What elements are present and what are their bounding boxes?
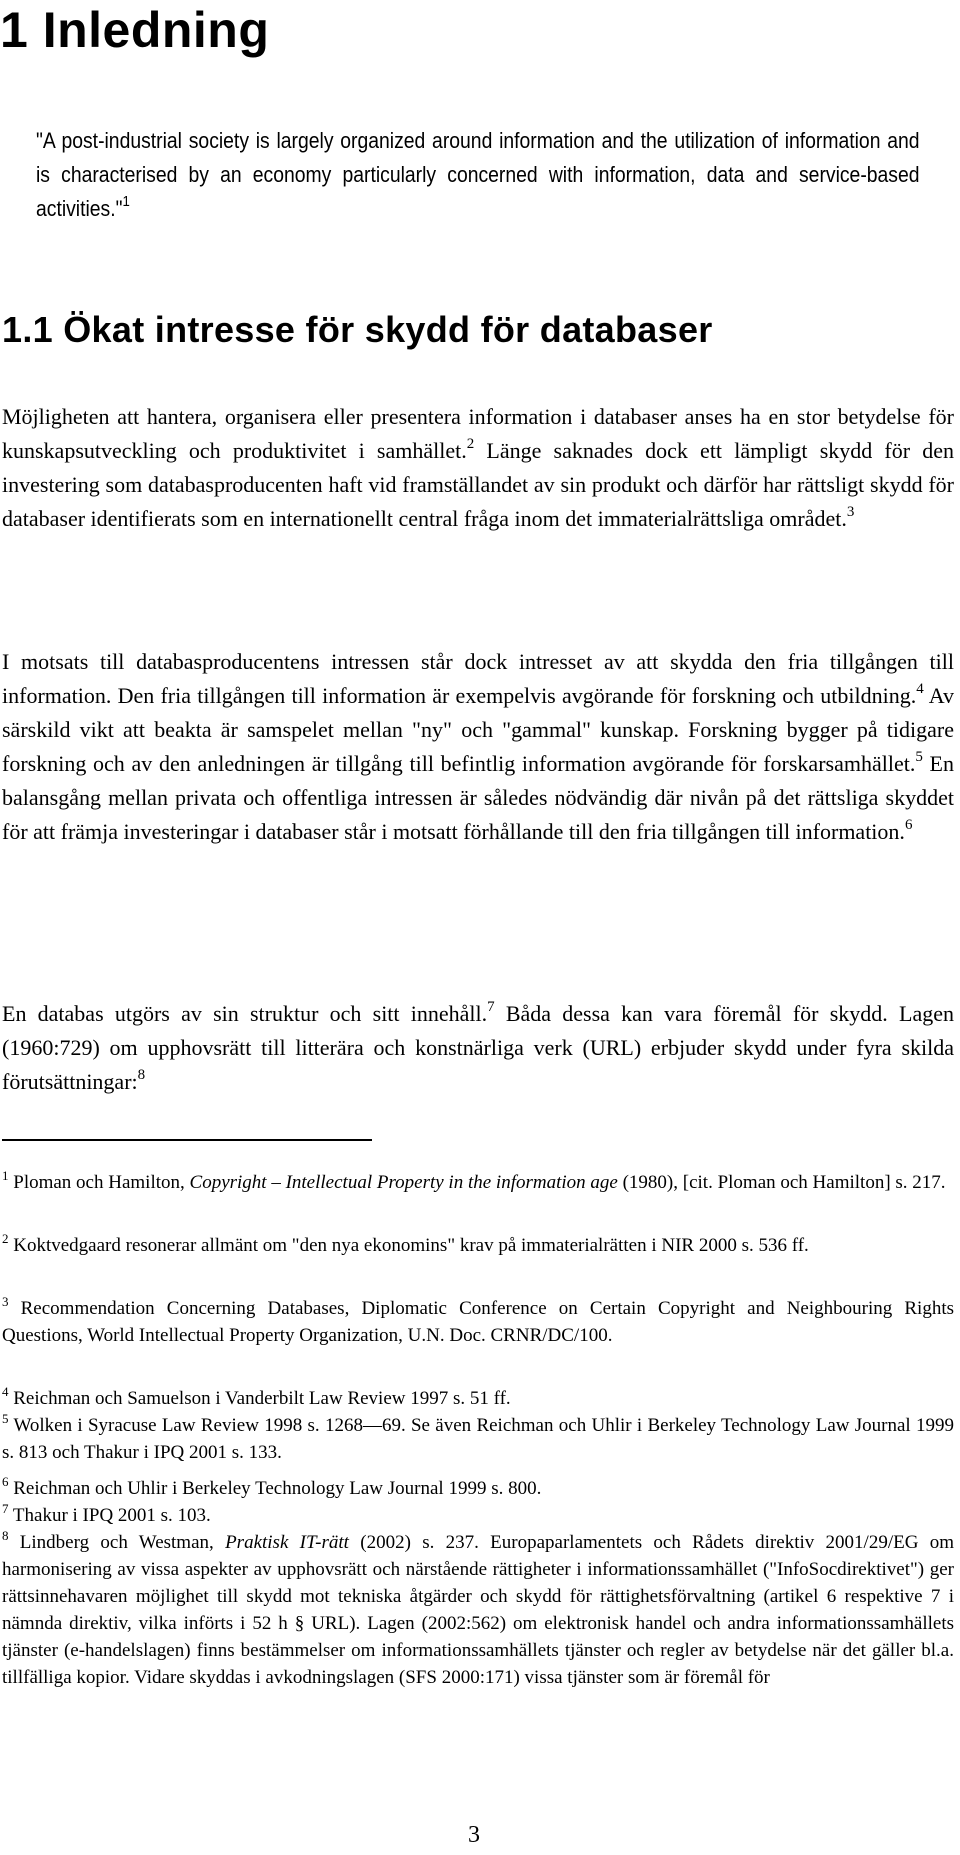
footnote-text: (2002) s. 237. Europaparlamentets och Rådets direktiv 2001/29/EG om harmonisering av vissa aspekter av upphovsrätt och närstående rättigheter i informationssamhället ("InfoSocdirektivet") ger rättsinnehavaren möjlighet till skydd mot tekniska åtgärder och skydd för rättighetsförvaltning (artikel 6 respektive 7 i nämnda direktiv, vilka införts i 52 h § URL). Lagen (2002:562) om elektronisk handel och andra informationssamhällets tjänster (e-handelslagen) finns bestämmelser om informationssamhällets tjänster och regler av betydelse när det gäller bl.a. tillfälliga kopior. Vidare skyddas i avkodningslagen (SFS 2000:171) vissa tjänster som är föremål för bbox=[2, 1532, 955, 1688]
footnote bbox=[2, 1385, 954, 1412]
epigraph-quote bbox=[36, 124, 920, 226]
paragraph bbox=[2, 997, 954, 1099]
chapter-title: 1 Inledning bbox=[0, 2, 270, 58]
quote-text: "A post-industrial society is largely organized around information and the utilization of information and is characterised by an economy particularly concerned with information, data and service-based activities." bbox=[36, 128, 920, 221]
footnote-text: Recommendation Concerning Databases, Diplomatic Conference on Certain Copyright and Neighbouring Rights Questions, World Intellectual Property Organization, U.N. Doc. CRNR/DC/100. bbox=[2, 1298, 954, 1346]
footnote-title: Praktisk IT-rätt bbox=[225, 1532, 349, 1553]
paragraph-text: En balansgång mellan privata och offentliga intressen är således nödvändig där nivån på det rättsliga skyddet för att främja investeringar i databaser står i motsatt förhållande till den fria tillgången till information. bbox=[2, 751, 954, 844]
paragraph-text: Båda dessa kan vara föremål för skydd. Lagen (1960:729) om upphovsrätt till litterära och konstnärliga verk (URL) erbjuder skydd under fyra skilda förutsättningar: bbox=[2, 1001, 954, 1094]
footnote-number: 6 bbox=[2, 1473, 9, 1489]
footnote-ref[interactable]: 2 bbox=[466, 435, 475, 452]
paragraph-text: Av särskild vikt att beakta är samspelet mellan "ny" och "gammal" kunskap. Forskning bygger på tidigare forskning och av den anledningen är tillgång till befintlig information avgörande för forskarsamhället. bbox=[2, 683, 955, 776]
page-number: 3 bbox=[468, 1822, 480, 1848]
paragraph-text: Länge saknades dock ett lämpligt skydd för den investering som databasproducenten haft vid framställandet av sin produkt och därför har rättsligt skydd för databaser identifierats som en internationellt central fråga inom det immaterialrättsliga området. bbox=[2, 438, 954, 531]
footnote-number: 2 bbox=[2, 1230, 9, 1246]
footnote-ref[interactable]: 1 bbox=[122, 192, 130, 210]
paragraph bbox=[2, 645, 954, 849]
footnote-number: 8 bbox=[2, 1527, 9, 1543]
footnote-text: Reichman och Samuelson i Vanderbilt Law Review 1997 s. 51 ff. bbox=[8, 1388, 511, 1409]
footnote bbox=[2, 1502, 954, 1529]
footnote-number: 7 bbox=[2, 1500, 9, 1516]
footnote bbox=[2, 1412, 954, 1466]
footnote-ref[interactable]: 4 bbox=[916, 680, 924, 697]
footnote-divider bbox=[2, 1139, 372, 1141]
footnote-text: Thakur i IPQ 2001 s. 103. bbox=[8, 1505, 211, 1526]
paragraph-text: I motsats till databasproducentens intressen står dock intresset av att skydda den fria tillgången till information. Den fria tillgången till information är exempelvis avgörande för forskning och utbildning. bbox=[2, 649, 954, 708]
footnote-ref[interactable]: 8 bbox=[137, 1066, 146, 1083]
footnote bbox=[2, 1232, 954, 1259]
footnote bbox=[2, 1169, 954, 1196]
footnote-ref[interactable]: 5 bbox=[915, 748, 923, 765]
footnote-ref[interactable]: 7 bbox=[487, 998, 495, 1015]
footnote-number: 1 bbox=[2, 1167, 9, 1183]
footnote-number: 5 bbox=[2, 1410, 9, 1426]
paragraph-text: En databas utgörs av sin struktur och sitt innehåll. bbox=[2, 1001, 488, 1026]
footnote-text: Reichman och Uhlir i Berkeley Technology Law Journal 1999 s. 800. bbox=[8, 1478, 542, 1499]
footnote-text: Koktvedgaard resonerar allmänt om "den nya ekonomins" krav på immaterialrätten i NIR 2000 s. 536 ff. bbox=[8, 1235, 809, 1256]
footnote bbox=[2, 1529, 954, 1691]
paragraph-text: Möjligheten att hantera, organisera eller presentera information i databaser anses ha en stor betydelse för kunskapsutveckling och produktivitet i samhället. bbox=[2, 404, 954, 463]
footnote-text: (1980), [cit. Ploman och Hamilton] s. 217. bbox=[617, 1172, 946, 1193]
footnote-text: Ploman och Hamilton, bbox=[8, 1172, 190, 1193]
footnote-number: 4 bbox=[2, 1383, 9, 1399]
section-title: 1.1 Ökat intresse för skydd för databaser bbox=[2, 309, 713, 350]
paragraph bbox=[2, 400, 954, 536]
footnote-ref[interactable]: 6 bbox=[904, 816, 913, 833]
footnote-text: Lindberg och Westman, bbox=[8, 1532, 226, 1553]
footnote-text: Wolken i Syracuse Law Review 1998 s. 1268—69. Se även Reichman och Uhlir i Berkeley Technology Law Journal 1999 s. 813 och Thakur i IPQ 2001 s. 133. bbox=[2, 1415, 954, 1463]
footnote bbox=[2, 1475, 954, 1502]
footnote-title: Copyright – Intellectual Property in the information age bbox=[189, 1172, 618, 1193]
footnote-ref[interactable]: 3 bbox=[846, 503, 855, 520]
footnote-number: 3 bbox=[2, 1293, 9, 1309]
footnote bbox=[2, 1295, 954, 1349]
